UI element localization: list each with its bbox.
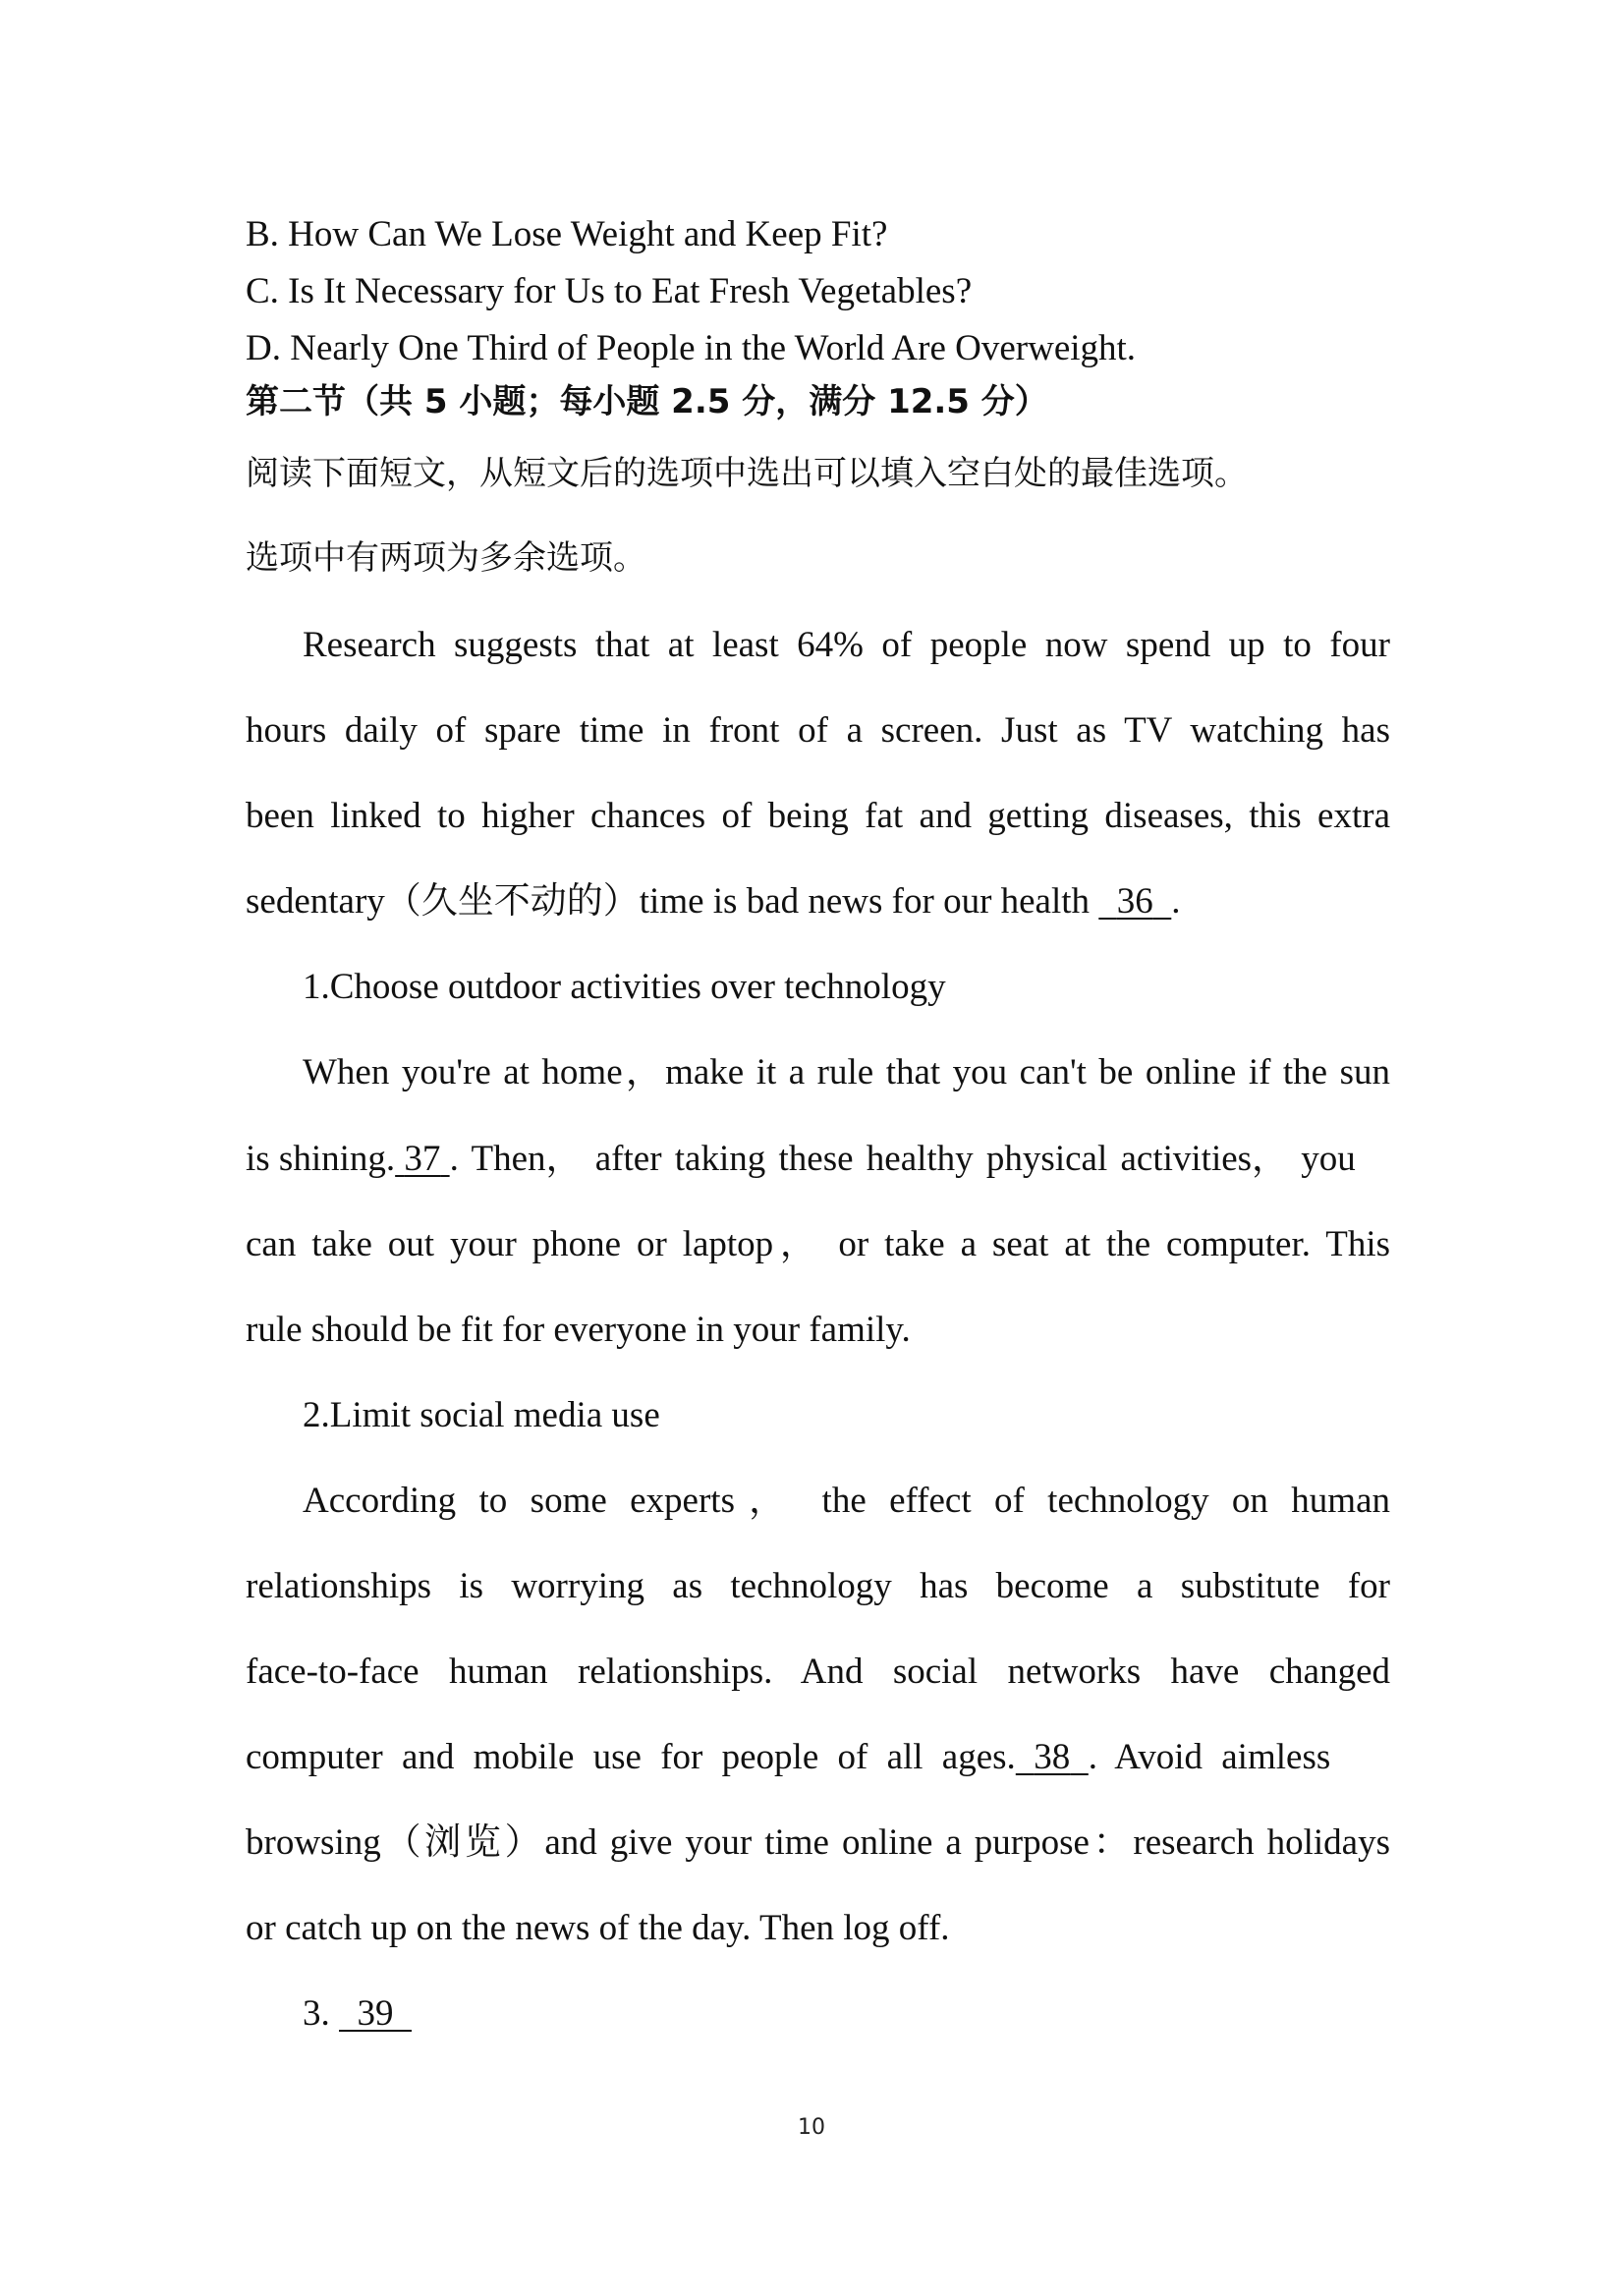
paragraph-1-line-1: Research suggests that at least 64% of people now spend up to four (303, 625, 1390, 665)
paragraph-2-line-2 (246, 1141, 1390, 1177)
paragraph-3-line-3: face-to-face human relationships. And social networks have changed (246, 1652, 1390, 1692)
subheading-3 (303, 1995, 1390, 2032)
option-b: B. How Can We Lose Weight and Keep Fit? (246, 214, 888, 254)
paragraph-3-line-6: or catch up on the news of the day. Then log off. (246, 1908, 950, 1948)
section-heading: 第二节（共 5 小题；每小题 2.5 分，满分 12.5 分） (246, 382, 1048, 421)
paragraph-3-line-2: relationships is worrying as technology has become a substitute for (246, 1566, 1390, 1606)
subheading-2: 2.Limit social media use (303, 1395, 660, 1435)
paragraph-3-line-4-end: . Avoid aimless (1088, 1737, 1331, 1777)
instructions-line-2: 选项中有两项为多余选项。 (246, 538, 646, 578)
paragraph-2-line-3: can take out your phone or laptop， or take a seat at the computer. This (246, 1224, 1390, 1264)
paragraph-2-line-1: When you're at home，make it a rule that you can't be online if the sun (303, 1052, 1390, 1092)
paragraph-2-line-2-end: . Then， after taking these healthy physical activities， you (449, 1139, 1356, 1179)
paragraph-1-line-2: hours daily of spare time in front of a screen. Just as TV watching has (246, 710, 1390, 751)
paragraph-2-line-4: rule should be fit for everyone in your family. (246, 1310, 911, 1350)
paragraph-3-line-5: browsing（浏览）and give your time online a purpose：research holidays (246, 1822, 1390, 1863)
blank-37-number: 37 (404, 1139, 441, 1179)
paragraph-1-line-3: been linked to higher chances of being fat and getting diseases, this extra (246, 796, 1390, 836)
blank-36-number: 36 (1116, 881, 1153, 922)
blank-36 (1098, 883, 1171, 920)
paragraph-3-line-4 (246, 1739, 1390, 1775)
option-c: C. Is It Necessary for Us to Eat Fresh Vegetables? (246, 271, 973, 311)
paragraph-1-line-4 (246, 883, 1390, 920)
blank-39 (339, 1995, 412, 2032)
paragraph-2-line-2-text: is shining. (246, 1139, 396, 1179)
subheading-1: 1.Choose outdoor activities over technology (303, 967, 946, 1007)
instructions-line-1: 阅读下面短文，从短文后的选项中选出可以填入空白处的最佳选项。 (246, 454, 1248, 493)
paragraph-3-line-1: According to some experts， the effect of technology on human (303, 1481, 1390, 1521)
paragraph-3-line-4-text: computer and mobile use for people of all ages. (246, 1737, 1016, 1777)
blank-37 (395, 1141, 450, 1177)
subheading-3-number: 3. (303, 1993, 339, 2034)
paragraph-1-line-4-end: . (1171, 881, 1181, 922)
blank-38-number: 38 (1034, 1737, 1071, 1777)
option-d: D. Nearly One Third of People in the World Are Overweight. (246, 328, 1137, 368)
page-number: 10 (798, 2115, 825, 2140)
paragraph-1-line-4-text: sedentary（久坐不动的）time is bad news for our health (246, 881, 1099, 922)
blank-39-number: 39 (357, 1993, 394, 2034)
blank-38 (1016, 1739, 1089, 1775)
